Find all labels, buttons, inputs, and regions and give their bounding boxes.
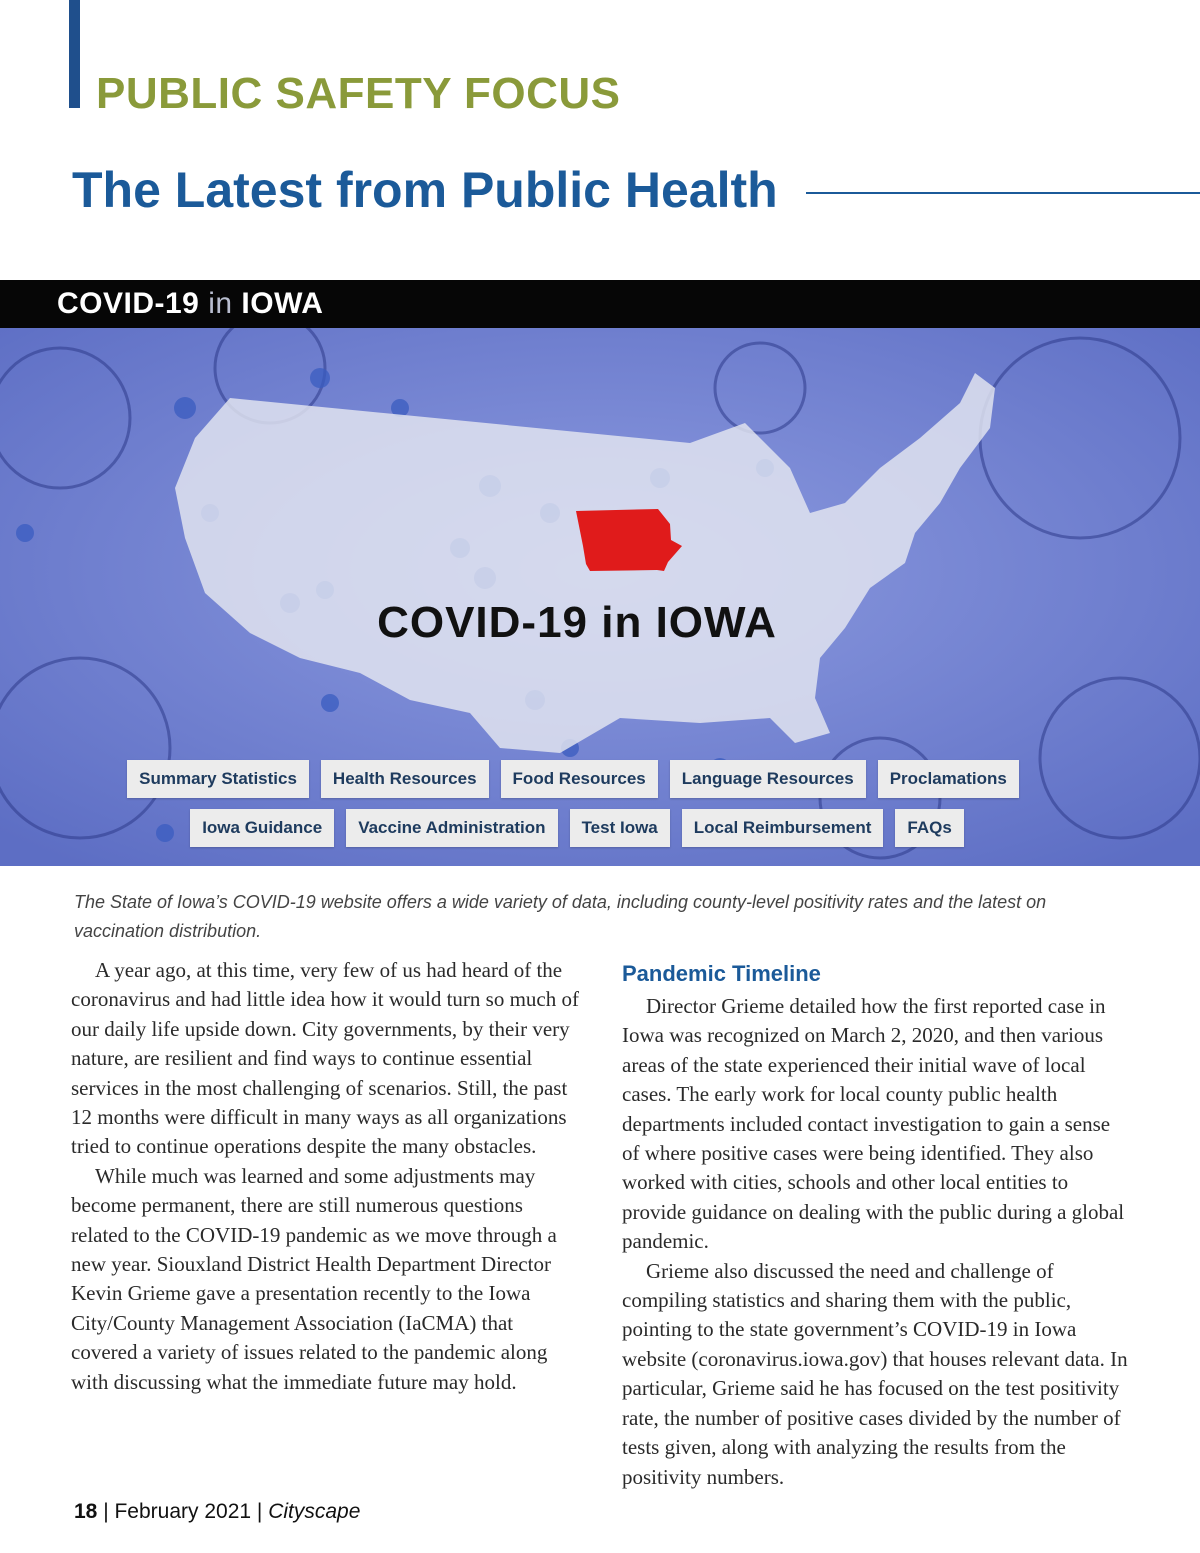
section-label-bold: PUBLIC SAFETY xyxy=(96,69,452,118)
section-label-light: FOCUS xyxy=(464,69,621,118)
section-subhead: Pandemic Timeline xyxy=(622,961,821,986)
nav-proclamations[interactable]: Proclamations xyxy=(878,760,1019,798)
page-title: The Latest from Public Health xyxy=(72,162,778,218)
nav-test-iowa[interactable]: Test Iowa xyxy=(570,809,670,847)
accent-bar xyxy=(69,0,80,108)
brand-left: COVID-19 xyxy=(57,287,200,320)
publication-name: Cityscape xyxy=(268,1500,361,1523)
body-paragraph: A year ago, at this time, very few of us had heard of the coronavirus and had little idea how it would turn so much of our daily life upside down. City governments, by their very nature, are resilient and find ways to continue essential services in the most challenging of scenarios. Still, the past 12 months were difficult in many ways as all organizations tried to continue operations despite the many obstacles. xyxy=(71,958,579,1159)
hero-title: COVID-19 in IOWA xyxy=(377,598,777,647)
brand-mid: in xyxy=(208,287,233,320)
issue-date: February 2021 xyxy=(114,1500,252,1523)
body-paragraph: Grieme also discussed the need and challenge of compiling statistics and sharing them with the public, pointing to the state government’s COVID-19 in Iowa website (coronavirus.iowa.gov) that houses relevant data. In particular, Grieme said he has focused on the test positivity rate, the number of positive cases divided by the number of tests given, along with analyzing the results from the positivity numbers. xyxy=(622,1258,1128,1489)
headline-rule xyxy=(806,192,1200,194)
hero xyxy=(0,328,1200,866)
section-label xyxy=(96,66,621,122)
nav-vaccine-administration[interactable]: Vaccine Administration xyxy=(346,809,557,847)
nav-local-reimbursement[interactable]: Local Reimbursement xyxy=(682,809,884,847)
covid-banner-image xyxy=(0,280,1200,866)
left-column xyxy=(71,956,581,1397)
banner-brand xyxy=(57,287,323,321)
nav-row-primary xyxy=(0,760,1173,798)
brand-right: IOWA xyxy=(241,287,324,320)
nav-language-resources[interactable]: Language Resources xyxy=(670,760,866,798)
body-paragraph: While much was learned and some adjustments may become permanent, there are still numerous questions related to the COVID-19 pandemic as we move through a new year. Siouxland District Health Department Director Kevin Grieme gave a presentation recently to the Iowa City/County Management Association (IaCMA) that covered a variety of issues related to the pandemic along with discussing what the immediate future may hold. xyxy=(71,1163,557,1394)
page-number: 18 xyxy=(74,1500,98,1523)
nav-row-secondary xyxy=(0,809,1177,847)
page-footer: 18 | February 2021 | Cityscape xyxy=(74,1500,361,1523)
image-caption: The State of Iowa’s COVID-19 website offers a wide variety of data, including county-level positivity rates and the latest on vaccination distribution. xyxy=(74,892,1047,941)
banner-header xyxy=(0,280,1200,328)
right-column xyxy=(622,956,1132,1492)
nav-health-resources[interactable]: Health Resources xyxy=(321,760,489,798)
nav-food-resources[interactable]: Food Resources xyxy=(501,760,658,798)
nav-summary-statistics[interactable]: Summary Statistics xyxy=(127,760,309,798)
nav-iowa-guidance[interactable]: Iowa Guidance xyxy=(190,809,334,847)
nav-faqs[interactable]: FAQs xyxy=(895,809,963,847)
body-paragraph: Director Grieme detailed how the first reported case in Iowa was recognized on March 2, 2020, and then various areas of the state experienced their initial wave of local cases. The early work for local county public health departments included contact investigation to gain a sense of where positive cases were being identified. They also worked with cities, schools and other local entities to provide guidance on dealing with the public during a global pandemic. xyxy=(622,994,1125,1254)
